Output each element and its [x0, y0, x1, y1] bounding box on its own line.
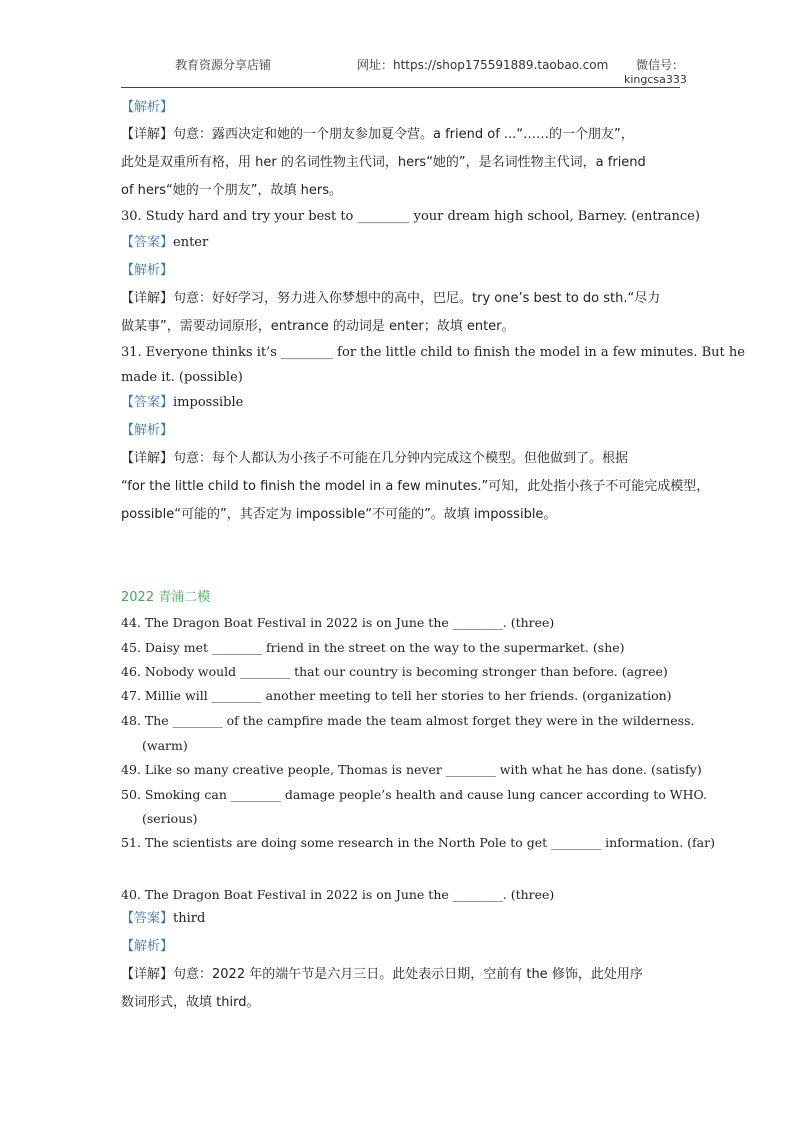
answer-value: third [173, 911, 206, 926]
answer-tag: 【答案】 [121, 911, 174, 926]
explanation-line: “for the little child to finish the model in a few minutes.”可知，此处指小孩子不可能完成模型， [121, 479, 710, 494]
explanation-line: 数词形式，故填 third。 [121, 995, 260, 1010]
header-divider [121, 87, 680, 88]
section-title: 2022 青浦二模 [121, 590, 211, 605]
explanation-line: 做某事”，需要动词原形，entrance 的动词是 enter；故填 enter。 [121, 319, 515, 334]
question-50-cont: (serious) [142, 811, 198, 826]
question-50: 50. Smoking can ________ damage people’s health and cause lung cancer according to WHO. [121, 787, 708, 802]
explanation-line: 此处是双重所有格，用 her 的名词性物主代词，hers“她的”，是名词性物主代词，a friend [121, 155, 646, 170]
question-30: 30. Study hard and try your best to ________ your dream high school, Barney. (entrance) [121, 209, 700, 224]
answer-row [121, 394, 243, 411]
question-47: 47. Millie will ________ another meeting to tell her stories to her friends. (organization) [121, 688, 672, 703]
explanation-line: possible“可能的”，其否定为 impossible“不可能的”。故填 impossible。 [121, 507, 557, 522]
question-45: 45. Daisy met ________ friend in the street on the way to the supermarket. (she) [121, 640, 625, 655]
answer-value: enter [173, 235, 209, 250]
answer-row [121, 234, 208, 251]
question-44: 44. The Dragon Boat Festival in 2022 is on June the ________. (three) [121, 615, 555, 630]
question-49: 49. Like so many creative people, Thomas is never ________ with what he has done. (satisfy) [121, 762, 702, 777]
answer-value: impossible [173, 395, 244, 410]
explanation-line: of hers“她的一个朋友”，故填 hers。 [121, 183, 342, 198]
analysis-tag: 【解析】 [121, 423, 174, 438]
question-51: 51. The scientists are doing some research in the North Pole to get ________ information. (far) [121, 835, 715, 850]
question-31: 31. Everyone thinks it’s ________ for the little child to finish the model in a few minutes. But he [121, 345, 745, 360]
header-wechat-id: kingcsa333 [624, 73, 687, 86]
explanation-line: 【详解】句意：2022 年的端午节是六月三日。此处表示日期，空前有 the 修饰，此处用序 [121, 967, 643, 982]
question-31-cont: made it. (possible) [121, 370, 243, 385]
answer-tag: 【答案】 [121, 235, 174, 250]
explanation-line: 【详解】句意：露西决定和她的一个朋友参加夏令营。a friend of ...“……的一个朋友”， [121, 127, 634, 142]
explanation-line: 【详解】句意：每个人都认为小孩子不可能在几分钟内完成这个模型。但他做到了。根据 [121, 451, 629, 466]
analysis-tag: 【解析】 [121, 939, 174, 954]
question-48-cont: (warm) [142, 738, 188, 753]
question-48: 48. The ________ of the campfire made the team almost forget they were in the wilderness. [121, 713, 695, 728]
header-url[interactable]: 网址：https://shop175591889.taobao.com [357, 58, 609, 72]
question-46: 46. Nobody would ________ that our country is becoming stronger than before. (agree) [121, 664, 668, 679]
question-40: 40. The Dragon Boat Festival in 2022 is on June the ________. (three) [121, 887, 555, 902]
analysis-tag: 【解析】 [121, 100, 174, 115]
analysis-tag: 【解析】 [121, 263, 174, 278]
answer-tag: 【答案】 [121, 395, 174, 410]
header-wechat-label: 微信号： [636, 58, 685, 72]
answer-row [121, 910, 205, 927]
header-shop-name: 教育资源分享店铺 [175, 58, 272, 72]
explanation-line: 【详解】句意：好好学习，努力进入你梦想中的高中，巴尼。try one’s best to do sth.“尽力 [121, 291, 661, 306]
